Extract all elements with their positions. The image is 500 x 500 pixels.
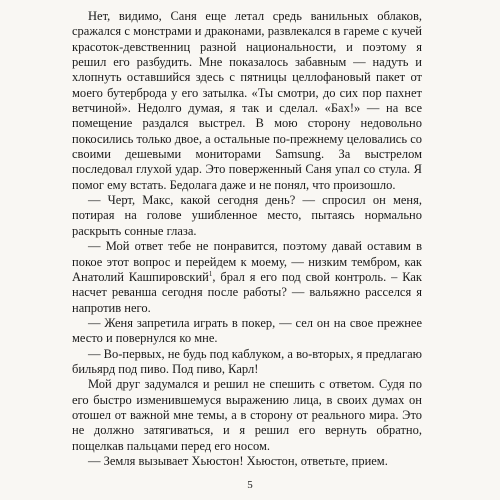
paragraph-7: — Земля вызывает Хьюстон! Хьюстон, ответьте, прием. — [88, 453, 388, 468]
footnote-marker: 1 — [208, 269, 213, 278]
body-text — [72, 9, 422, 469]
paragraph-2: — Черт, Макс, какой сегодня день? — спросил он меня, потирая на голове ушибленное место, пытаясь нормально раскрыть сонные глаза. — [72, 193, 422, 238]
page-number: 5 — [247, 479, 253, 491]
paragraph-6: Мой друг задумался и решил не спешить с ответом. Судя по его быстро изменившемуся выражению лица, в своих думах он отошел от важной мне темы, а в сторону от реального мира. Это не должно затягиваться, и я решил его вернуть обратно, пощелкав пальцами перед его носом. — [72, 377, 422, 453]
paragraph-1: Нет, видимо, Саня еще летал средь ванильных облаков, сражался с монстрами и драконами, развлекался в гареме с кучей красоток-девственниц разной национальности, и поэтому я решил его разбудить. Мне показалось забавным — надуть и хлопнуть оставшийся здесь с пятницы целлофановый пакет от моего бутерброда у его затылка. «Ты смотри, до сих пор пахнет ветчиной». Недолго думая, я так и сделал. «Бах!» — на все помещение раздался выстрел. В мою сторону недовольно покосились только двое, а остальные по-прежнему целовались со своими дешевыми мониторами Samsung. За выстрелом последовал глухой удар. Это поверженный Саня упал со стула. Я помог ему встать. Бедолага даже и не понял, что произошло. — [72, 9, 422, 192]
paragraph-3-text: — Мой ответ тебе не понравится, поэтому давай оставим в покое этот вопрос и перейдем к моему, — низким тембром, как Анатолий Кашпировский — [72, 239, 422, 284]
paragraph-5: — Во-первых, не будь под каблуком, а во-вторых, я предлагаю бильярд под пиво. Под пиво, Карл! — [72, 346, 422, 376]
paragraph-3 — [72, 239, 422, 316]
paragraph-4: — Женя запретила играть в покер, — сел он на свое прежнее место и повернулся ко мне. — [72, 315, 422, 346]
paragraph-3-tail: , брал я его под свой контроль. – Как насчет реванша сегодня после работы? — вальяжно расселся я напротив него. — [72, 269, 422, 315]
